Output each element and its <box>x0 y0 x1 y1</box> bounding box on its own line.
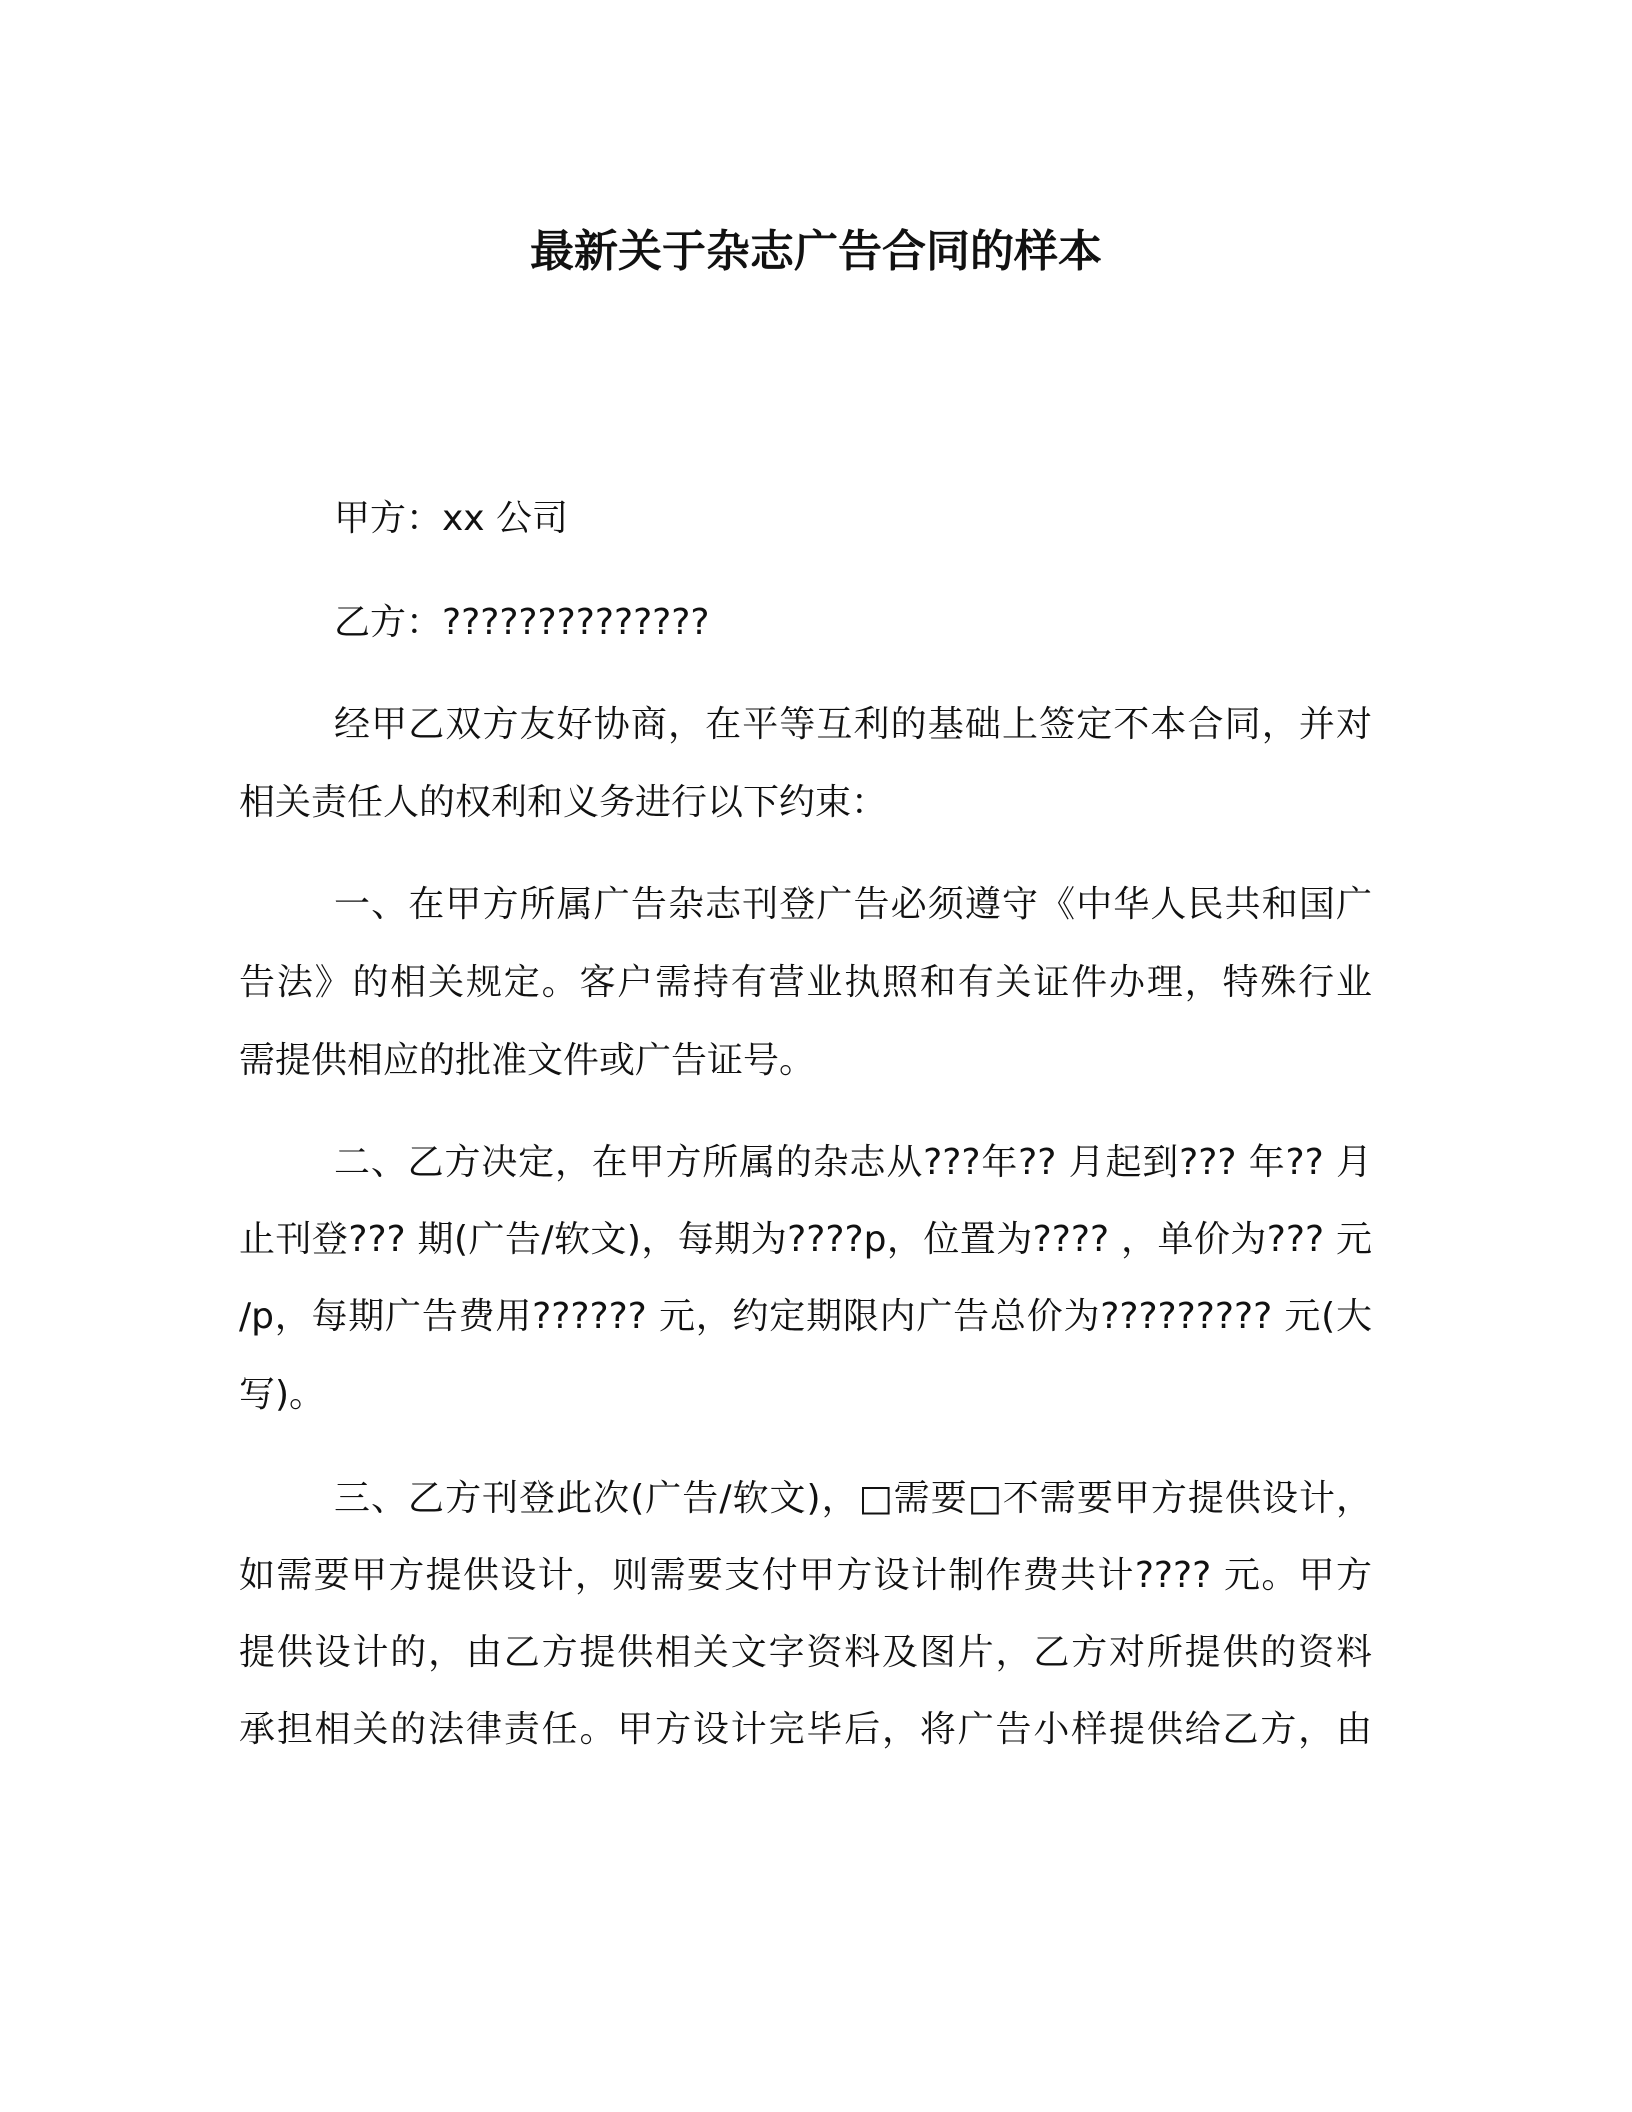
clause-2-line-3: /p，每期广告费用?????? 元，约定期限内广告总价为????????? 元(大 <box>239 1296 1372 1337</box>
clause-3-line-3: 提供设计的，由乙方提供相关文字资料及图片，乙方对所提供的资料 <box>239 1632 1372 1673</box>
party-b-line: 乙方：?????????????? <box>334 602 710 643</box>
clause-3-line-4: 承担相关的法律责任。甲方设计完毕后，将广告小样提供给乙方，由 <box>239 1709 1372 1750</box>
intro-line-2: 相关责任人的权利和义务进行以下约束： <box>239 782 888 823</box>
clause-2-line-4: 写)。 <box>239 1374 326 1415</box>
clause-1-line-1: 一、在甲方所属广告杂志刊登广告必须遵守《中华人民共和国广 <box>334 884 1372 925</box>
intro-line-1: 经甲乙双方友好协商，在平等互利的基础上签定不本合同，并对 <box>334 704 1372 745</box>
party-a-line: 甲方：xx 公司 <box>334 498 569 539</box>
clause-2-line-2: 止刊登??? 期(广告/软文)，每期为????p，位置为???? ，单价为??? 元 <box>239 1219 1372 1260</box>
clause-3-line-1: 三、乙方刊登此次(广告/软文)，□需要□不需要甲方提供设计， <box>334 1478 1372 1519</box>
clause-1-line-2: 告法》的相关规定。客户需持有营业执照和有关证件办理，特殊行业 <box>239 962 1372 1003</box>
clause-2-line-1: 二、乙方决定，在甲方所属的杂志从???年?? 月起到??? 年?? 月 <box>334 1142 1372 1183</box>
clause-1-line-3: 需提供相应的批准文件或广告证号。 <box>239 1040 816 1081</box>
clause-3-line-2: 如需要甲方提供设计，则需要支付甲方设计制作费共计???? 元。甲方 <box>239 1555 1372 1596</box>
document-title: 最新关于杂志广告合同的样本 <box>530 226 1102 277</box>
